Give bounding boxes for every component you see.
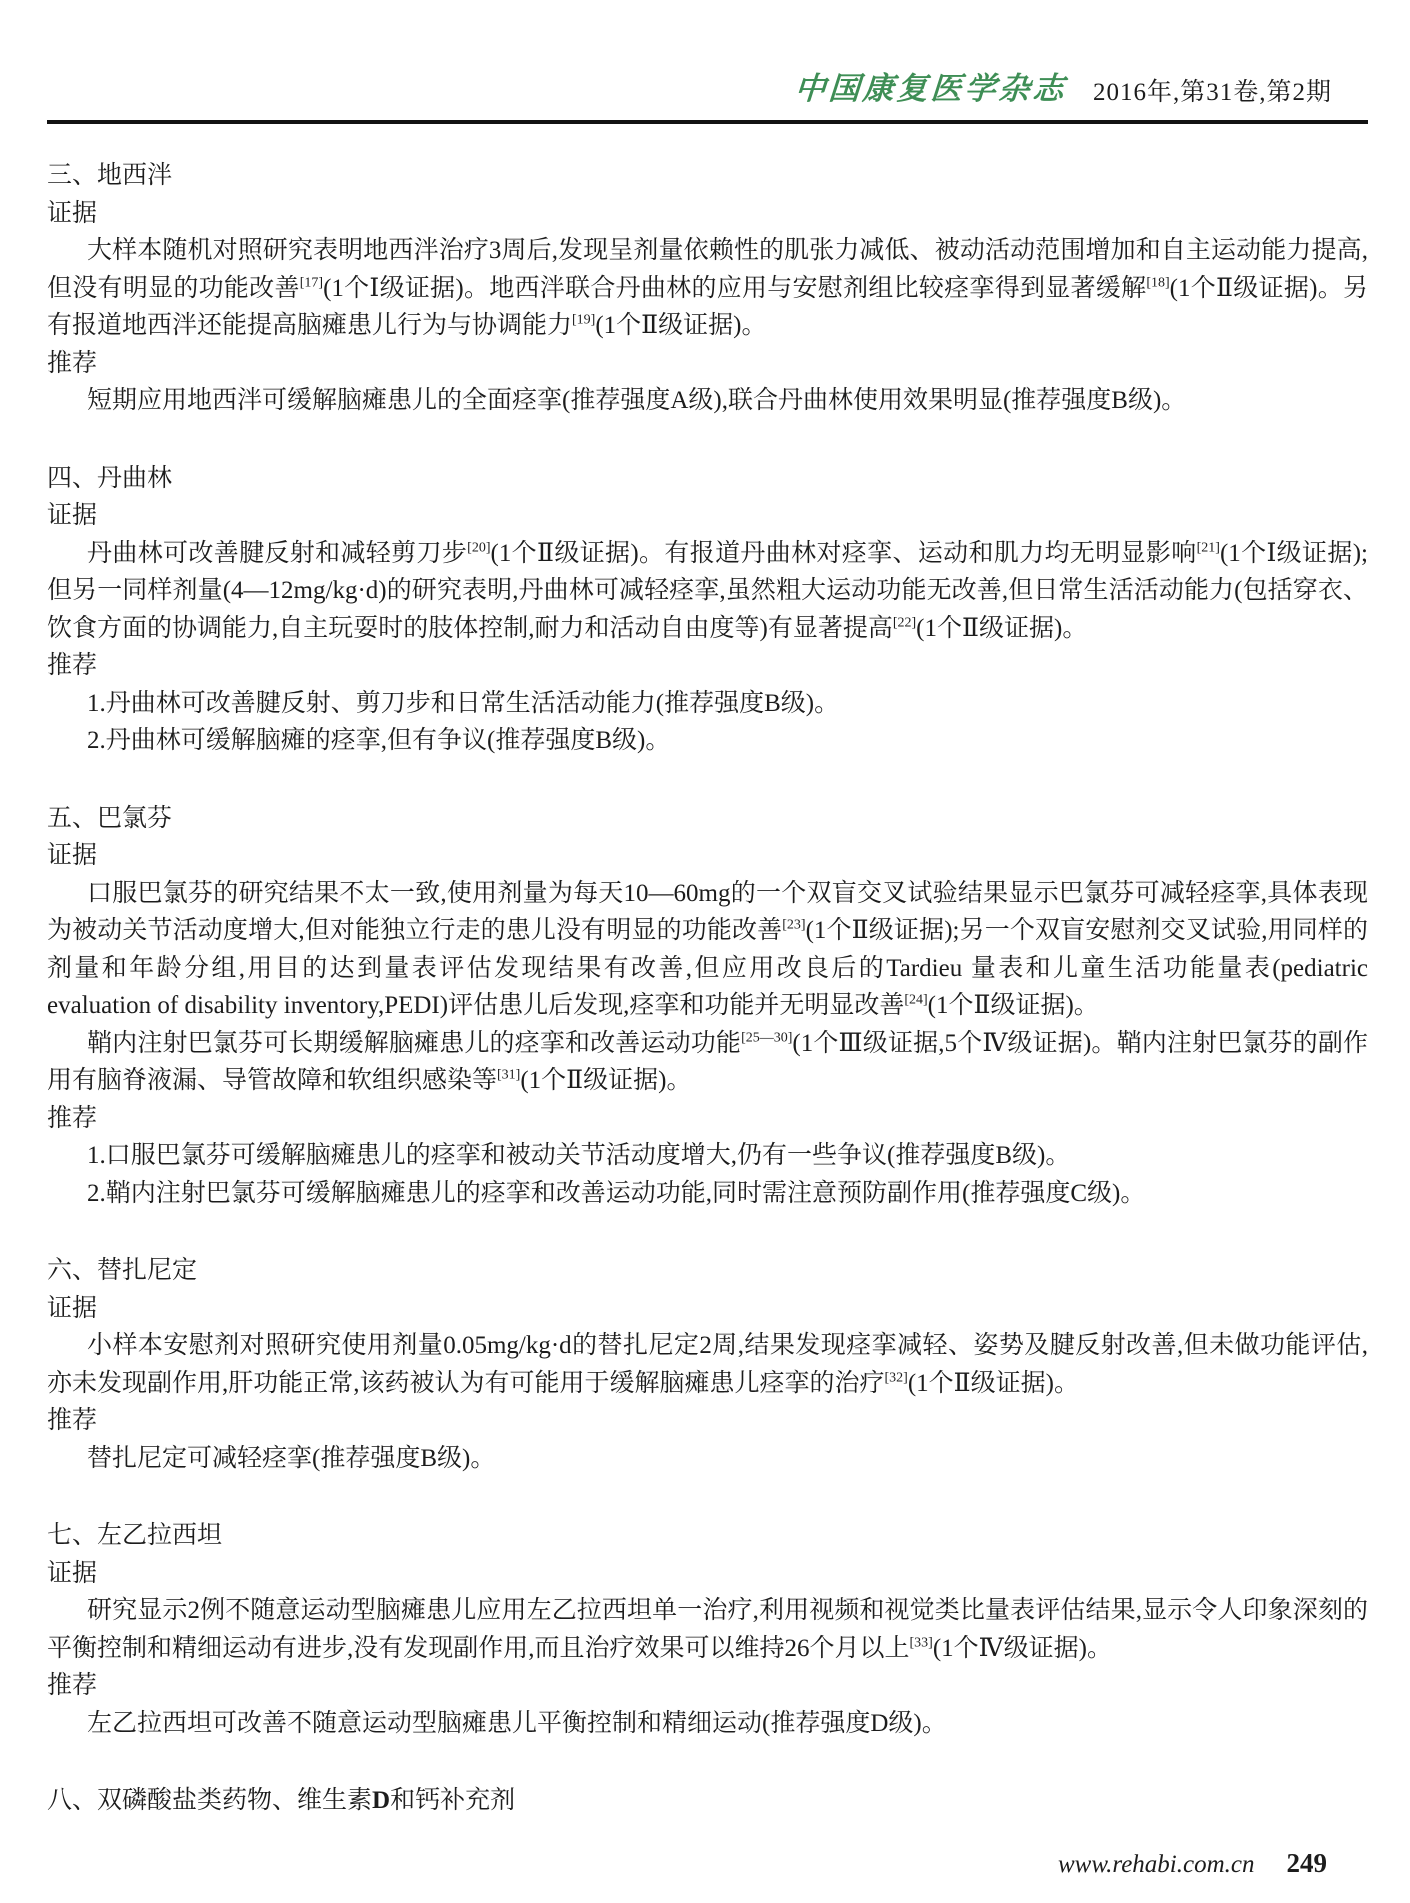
issue-info: 2016年,第31卷,第2期 [1092,79,1332,106]
block-label: 推荐 [47,349,98,377]
paragraph: 丹曲林可改善腱反射和减轻剪刀步[20](1个Ⅱ级证据)。有报道丹曲林对痉挛、运动和肌力均无明显影响[21](1个Ⅰ级证据);但另一同样剂量(4—12mg/kg·d)的研究表明,丹曲林可减轻痉挛,虽然粗大运动功能无改善,但日常生活活动能力(包括穿衣、饮食方面的协调能力,自主玩耍时的肢体控制,耐力和活动自由度等)有显著提高[22](1个Ⅱ级证据)。 [47,539,1368,642]
paragraph: 2.丹曲林可缓解脑瘫的痉挛,但有争议(推荐强度B级)。 [87,727,671,754]
paragraph: 鞘内注射巴氯芬可长期缓解脑瘫患儿的痉挛和改善运动功能[25—30](1个Ⅲ级证据,5个Ⅳ级证据)。鞘内注射巴氯芬的副作用有脑脊液漏、导管故障和软组织感染等[31](1个Ⅱ级证据)。 [47,1029,1368,1094]
paragraph: 研究显示2例不随意运动型脑瘫患儿应用左乙拉西坦单一治疗,利用视频和视觉类比量表评估结果,显示令人印象深刻的平衡控制和精细运动有进步,没有发现副作用,而且治疗效果可以维持26个月以上[33](1个Ⅳ级证据)。 [47,1597,1368,1662]
section [47,1782,1368,1820]
block-label: 证据 [47,199,98,227]
section-title: 三、地西泮 [47,162,173,189]
section-title: 五、巴氯芬 [47,804,173,832]
citation-ref: [18] [1146,275,1170,291]
page-footer [1058,1848,1327,1879]
citation-ref: [20] [467,540,491,556]
citation-ref: [22] [892,615,917,631]
block-label: 证据 [47,502,98,529]
citation-ref: [25—30] [741,1030,793,1046]
citation-ref: [21] [1196,540,1220,556]
citation-ref: [31] [497,1067,521,1083]
paragraph: 小样本安慰剂对照研究使用剂量0.05mg/kg·d的替扎尼定2周,结果发现痉挛减轻、姿势及腱反射改善,但未做功能评估,亦未发现副作用,肝功能正常,该药被认为有可能用于缓解脑瘫患儿痉挛的治疗[32](1个Ⅱ级证据)。 [47,1332,1368,1397]
paragraph: 1.丹曲林可改善腱反射、剪刀步和日常生活活动能力(推荐强度B级)。 [87,689,840,717]
header-row [0,0,1410,108]
block-label: 推荐 [47,1407,98,1434]
citation-ref: [23] [782,917,806,933]
block-label: 推荐 [47,1672,98,1699]
block-label: 推荐 [47,1104,98,1132]
section-title: 七、左乙拉西坦 [47,1522,223,1549]
citation-ref: [32] [884,1370,908,1386]
block-label: 证据 [47,1294,98,1322]
section [47,460,1368,760]
section [47,157,1368,420]
section [47,1517,1368,1742]
website-url: www.rehabi.com.cn [1057,1851,1255,1878]
section-title: 四、丹曲林 [47,464,173,492]
block-label: 证据 [47,1559,98,1587]
paragraph: 2.鞘内注射巴氯芬可缓解脑瘫患儿的痉挛和改善运动功能,同时需注意预防副作用(推荐强度C级)。 [87,1179,1146,1207]
page-header [0,0,1410,124]
article-body [0,157,1410,1820]
citation-ref: [24] [904,992,928,1008]
paragraph: 替扎尼定可减轻痉挛(推荐强度B级)。 [87,1444,496,1472]
paragraph: 大样本随机对照研究表明地西泮治疗3周后,发现呈剂量依赖性的肌张力减低、被动活动范围增加和自主运动能力提高,但没有明显的功能改善[17](1个Ⅰ级证据)。地西泮联合丹曲林的应用与安慰剂组比较痉挛得到显著缓解[18](1个Ⅱ级证据)。另有报道地西泮还能提高脑瘫患儿行为与协调能力[19](1个Ⅱ级证据)。 [47,237,1368,339]
section-title: 八、双磷酸盐类药物、维生素D和钙补充剂 [47,1787,516,1814]
citation-ref: [33] [909,1635,933,1651]
block-label: 证据 [47,842,98,869]
section [47,800,1368,1213]
paragraph: 口服巴氯芬的研究结果不太一致,使用剂量为每天10—60mg的一个双盲交叉试验结果显示巴氯芬可减轻痉挛,具体表现为被动关节活动度增大,但对能独立行走的患儿没有明显的功能改善[23](1个Ⅱ级证据);另一个双盲安慰剂交叉试验,用同样的剂量和年龄分组,用目的达到量表评估发现结果有改善,但应用改良后的Tardieu 量表和儿童生活功能量表(pediatric evaluation of disability inventory,PEDI)评估患儿后发现,痉挛和功能并无明显改善[24](1个Ⅱ级证据)。 [47,879,1368,1019]
journal-logo: 中国康复医学杂志 [793,71,1068,106]
citation-ref: [17] [299,275,324,291]
section [47,1252,1368,1477]
citation-ref: [19] [572,312,596,328]
paragraph: 短期应用地西泮可缓解脑瘫患儿的全面痉挛(推荐强度A级),联合丹曲林使用效果明显(推荐强度B级)。 [87,387,1187,414]
section-title: 六、替扎尼定 [47,1257,198,1284]
paragraph: 左乙拉西坦可改善不随意运动型脑瘫患儿平衡控制和精细运动(推荐强度D级)。 [87,1709,947,1737]
paragraph: 1.口服巴氯芬可缓解脑瘫患儿的痉挛和被动关节活动度增大,仍有一些争议(推荐强度B级)。 [87,1142,1071,1169]
header-rule [47,120,1368,124]
page-number: 249 [1286,1848,1327,1878]
block-label: 推荐 [47,652,98,679]
